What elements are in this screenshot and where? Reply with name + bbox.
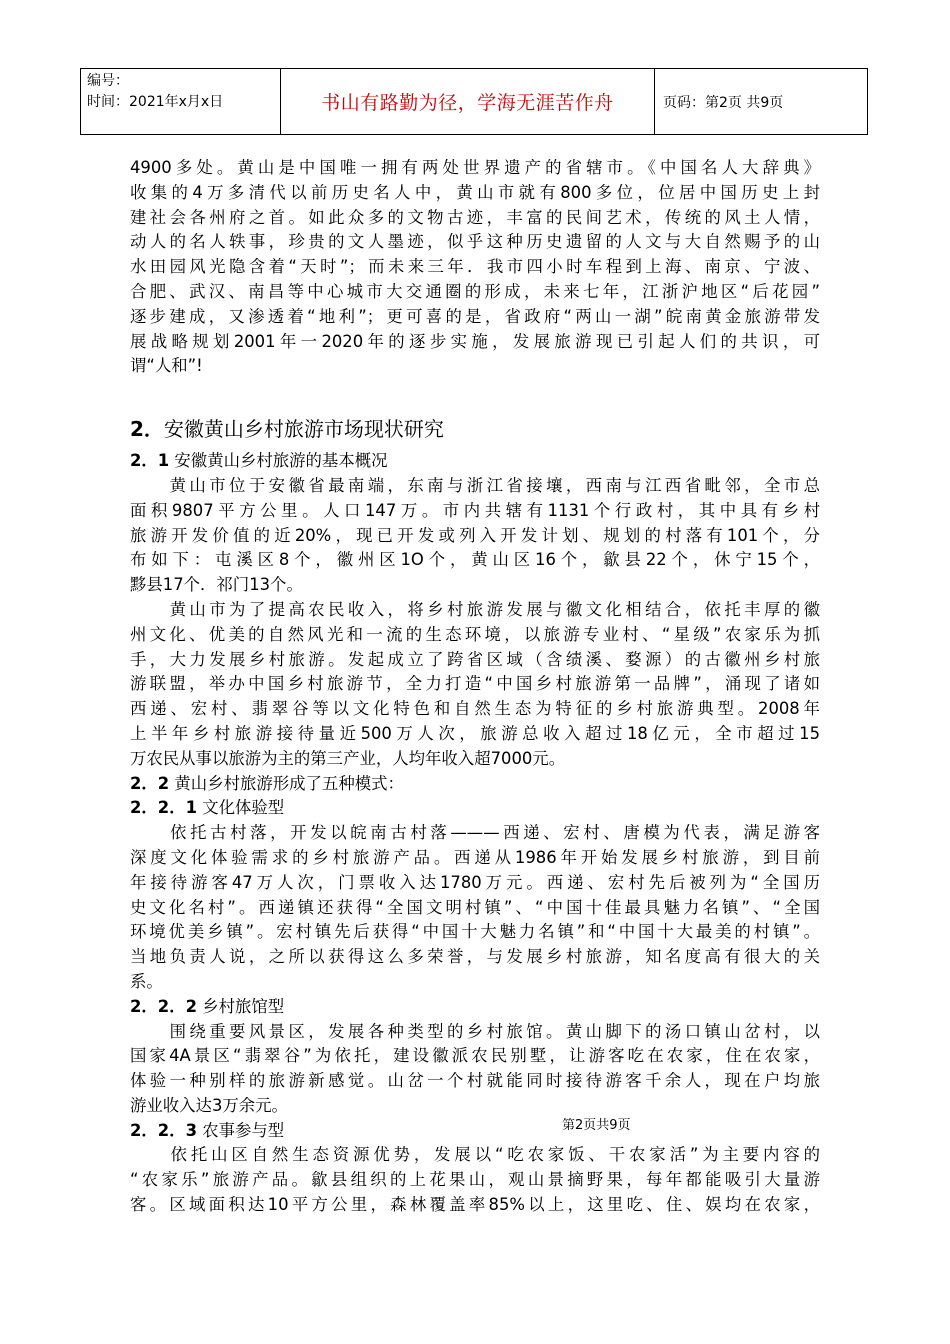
text-line: 谓“人和”!	[130, 356, 203, 376]
document-body	[130, 156, 820, 1218]
text-line: 逐步建成，又渗透着“地利”；更可喜的是，省政府“两山一湖”皖南黄金旅游带发	[130, 306, 820, 326]
section-title: 安徽黄山乡村旅游的基本概况	[174, 451, 388, 471]
text-line: “农家乐”旅游产品。歙县组织的上花果山，观山景摘野果，每年都能吸引大量游	[130, 1170, 820, 1190]
text-line: 史文化名村”。西递镇还获得“全国文明村镇”、“中国十佳最具魅力名镇”、“全国	[130, 897, 820, 917]
text-line: 水田园风光隐含着“天时”；而未来三年．我市四小时车程到上海、南京、宁波、	[130, 257, 820, 277]
text-line: 围绕重要风景区，发展各种类型的乡村旅馆。黄山脚下的汤口镇山岔村，以	[130, 1021, 820, 1041]
paragraph-2-1-a	[130, 474, 820, 598]
subsection-heading-2-2-1	[130, 796, 820, 821]
text-line: 国家4A景区“翡翠谷”为依托，建设徽派农民别墅，让游客吃在农家，住在农家，	[130, 1046, 820, 1066]
section-title: 文化体验型	[202, 798, 285, 818]
section-number: 2．2．2	[130, 996, 197, 1016]
text-line: 年接待游客47万人次，门票收入达1780万元。西递、宏村先后被列为“全国历	[130, 872, 820, 892]
header-page-info: 页码：第2页 共9页	[663, 94, 784, 111]
text-line: 布如下：屯溪区8个，徽州区1O个，黄山区16个，歙县22个，休宁15个，	[130, 550, 820, 570]
document-number-label: 编号：	[87, 73, 129, 89]
text-line: 万农民从事以旅游为主的第三产业，人均年收入超7000元。	[130, 748, 566, 768]
text-line: 手，大力发展乡村旅游。发起成立了跨省区域（含绩溪、婺源）的古徽州乡村旅	[130, 649, 820, 669]
subsection-heading-2-1	[130, 449, 820, 474]
text-line: 环境优美乡镇”。宏村镇先后获得“中国十大魅力名镇”和“中国十大最美的村镇”。	[130, 922, 820, 942]
header-table	[80, 68, 868, 135]
paragraph-2-2-1	[130, 821, 820, 995]
text-line: 面积9807平方公里。人口147万。市内共辖有1131个行政村，其中具有乡村	[130, 500, 820, 520]
header-motto: 书山有路勤为径，学海无涯苦作舟	[321, 92, 614, 114]
header-page-cell	[655, 69, 867, 134]
text-line: 黄山市为了提高农民收入，将乡村旅游发展与徽文化相结合，依托丰厚的徽	[130, 599, 820, 619]
text-line: 依托古村落，开发以皖南古村落———西递、宏村、唐模为代表，满足游客	[130, 823, 820, 843]
text-line: 收集的4万多清代以前历史名人中，黄山市就有800多位，位居中国历史上封	[130, 182, 820, 202]
text-line: 西递、宏村、翡翠谷等以文化特色和自然生态为特征的乡村旅游典型。2008年	[130, 699, 820, 719]
text-line: 依托山区自然生态资源优势，发展以“吃农家饭、干农家活”为主要内容的	[130, 1145, 820, 1165]
text-line: 游联盟，举办中国乡村旅游节，全力打造“中国乡村旅游第一品牌”，涌现了诸如	[130, 674, 820, 694]
intro-paragraph	[130, 156, 820, 379]
header-left-cell	[81, 69, 281, 134]
paragraph-2-2-3	[130, 1143, 820, 1217]
text-line: 动人的名人轶事，珍贵的文人墨迹，似乎这种历史遗留的人文与大自然赐予的山	[130, 232, 820, 252]
section-heading-2	[130, 409, 820, 449]
section-number: 2．2．1	[130, 798, 197, 818]
section-title: 安徽黄山乡村旅游市场现状研究	[163, 417, 444, 442]
text-line: 深度文化体验需求的乡村旅游产品。西递从1986年开始发展乡村旅游，到目前	[130, 847, 820, 867]
subsection-heading-2-2	[130, 772, 820, 797]
section-number: 2．2．3	[130, 1120, 197, 1140]
section-title: 乡村旅馆型	[202, 996, 285, 1016]
text-line: 展战略规划2001年一2020年的逐步实施，发展旅游现已引起人们的共识，可	[130, 331, 820, 351]
subsection-heading-2-2-3	[130, 1119, 820, 1144]
text-line: 黄山市位于安徽省最南端，东南与浙江省接壤，西南与江西省毗邻，全市总	[130, 475, 820, 495]
text-line: 当地负责人说，之所以获得这么多荣誉，与发展乡村旅游，知名度高有很大的关	[130, 947, 820, 967]
section-number: 2．	[130, 417, 164, 442]
text-line: 旅游开发价值的近20%，现已开发或列入开发计划、规划的村落有101个，分	[130, 525, 820, 545]
text-line: 黟县17个．祁门13个。	[130, 575, 303, 595]
text-line: 4900多处。黄山是中国唯一拥有两处世界遗产的省辖市。《中国名人大辞典》	[130, 158, 820, 177]
text-line: 体验一种别样的旅游新感觉。山岔一个村就能同时接待游客千余人，现在户均旅	[130, 1071, 820, 1091]
paragraph-2-1-b	[130, 598, 820, 772]
text-line: 合肥、武汉、南昌等中心城市大交通圈的形成，未来七年，江浙沪地区“后花园”	[130, 281, 820, 301]
section-number: 2．2	[130, 773, 170, 793]
text-line: 上半年乡村旅游接待量近500万人次，旅游总收入超过18亿元，全市超过15	[130, 723, 820, 743]
section-title: 农事参与型	[202, 1120, 285, 1140]
document-time-label: 时间：2021年x月x日	[87, 94, 224, 110]
header-motto-cell	[281, 69, 655, 134]
section-title: 黄山乡村旅游形成了五种模式：	[174, 773, 404, 793]
text-line: 州文化、优美的自然风光和一流的生态环境，以旅游专业村、“星级”农家乐为抓	[130, 624, 820, 644]
text-line: 游业收入达3万余元。	[130, 1095, 288, 1115]
page-footer: 第2页共9页	[562, 1118, 631, 1133]
section-number: 2．1	[130, 451, 170, 471]
subsection-heading-2-2-2	[130, 995, 820, 1020]
text-line: 系。	[130, 971, 163, 991]
text-line: 建社会各州府之首。如此众多的文物古迹，丰富的民间艺术，传统的风土人情，	[130, 207, 820, 227]
text-line: 客。区域面积达10平方公里，森林覆盖率85%以上，这里吃、住、娱均在农家，	[130, 1195, 820, 1215]
paragraph-2-2-2	[130, 1020, 820, 1119]
